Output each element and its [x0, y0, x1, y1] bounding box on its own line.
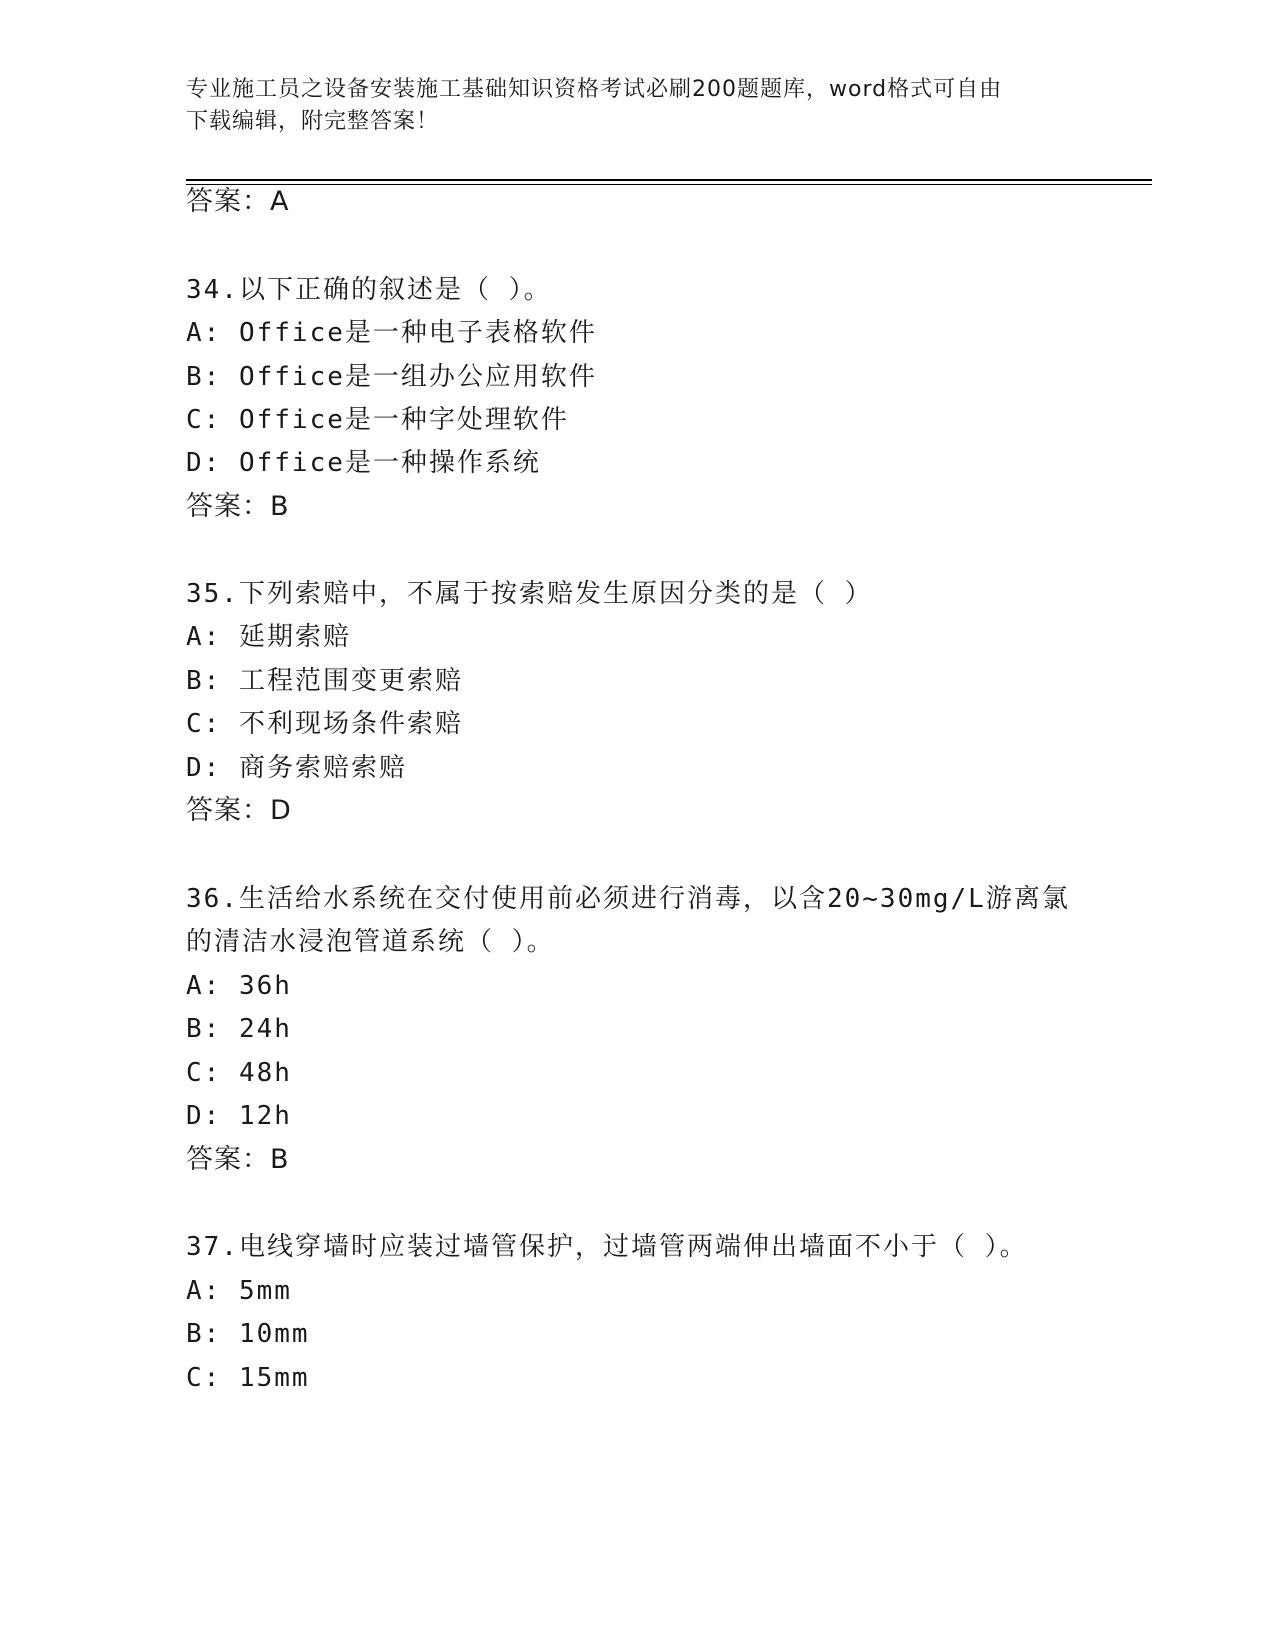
question-34-option-c: C: Office是一种字处理软件 [186, 405, 569, 435]
question-35-stem: 35.下列索赔中，不属于按索赔发生原因分类的是（ ） [186, 579, 873, 609]
document-header [186, 74, 1086, 138]
answer-33: 答案：A [186, 186, 290, 217]
header-divider-thin [186, 184, 1152, 185]
question-34-option-b: B: Office是一组办公应用软件 [186, 362, 597, 392]
question-36-option-c: C: 48h [186, 1058, 292, 1088]
question-35-option-a: A: 延期索赔 [186, 622, 351, 652]
question-35-option-d: D: 商务索赔索赔 [186, 753, 407, 783]
question-37-option-b: B: 10mm [186, 1319, 310, 1349]
question-36-option-d: D: 12h [186, 1101, 292, 1131]
question-34-option-a: A: Office是一种电子表格软件 [186, 318, 597, 348]
header-line-2: 下载编辑，附完整答案！ [186, 109, 440, 134]
question-36-stem-line-2: 的清洁水浸泡管道系统（ ）。 [186, 927, 555, 957]
answer-34: 答案：B [186, 491, 290, 522]
question-35-option-c: C: 不利现场条件索赔 [186, 709, 463, 739]
question-37-option-a: A: 5mm [186, 1276, 292, 1306]
question-34-stem: 34.以下正确的叙述是（ ）。 [186, 275, 552, 305]
question-36-stem-line-1: 36.生活给水系统在交付使用前必须进行消毒，以含20~30mg/L游离氯 [186, 884, 1070, 914]
header-line-1: 专业施工员之设备安装施工基础知识资格考试必刷200题题库，word格式可自由 [186, 77, 1003, 102]
header-divider-thick [186, 179, 1152, 181]
answer-35: 答案：D [186, 795, 292, 826]
question-37-stem: 37.电线穿墙时应装过墙管保护，过墙管两端伸出墙面不小于（ ）。 [186, 1232, 1028, 1262]
question-34-option-d: D: Office是一种操作系统 [186, 448, 541, 478]
question-37-option-c: C: 15mm [186, 1363, 310, 1393]
question-35-option-b: B: 工程范围变更索赔 [186, 666, 463, 696]
question-36-option-a: A: 36h [186, 971, 292, 1001]
answer-36: 答案：B [186, 1144, 290, 1175]
question-36-option-b: B: 24h [186, 1014, 292, 1044]
